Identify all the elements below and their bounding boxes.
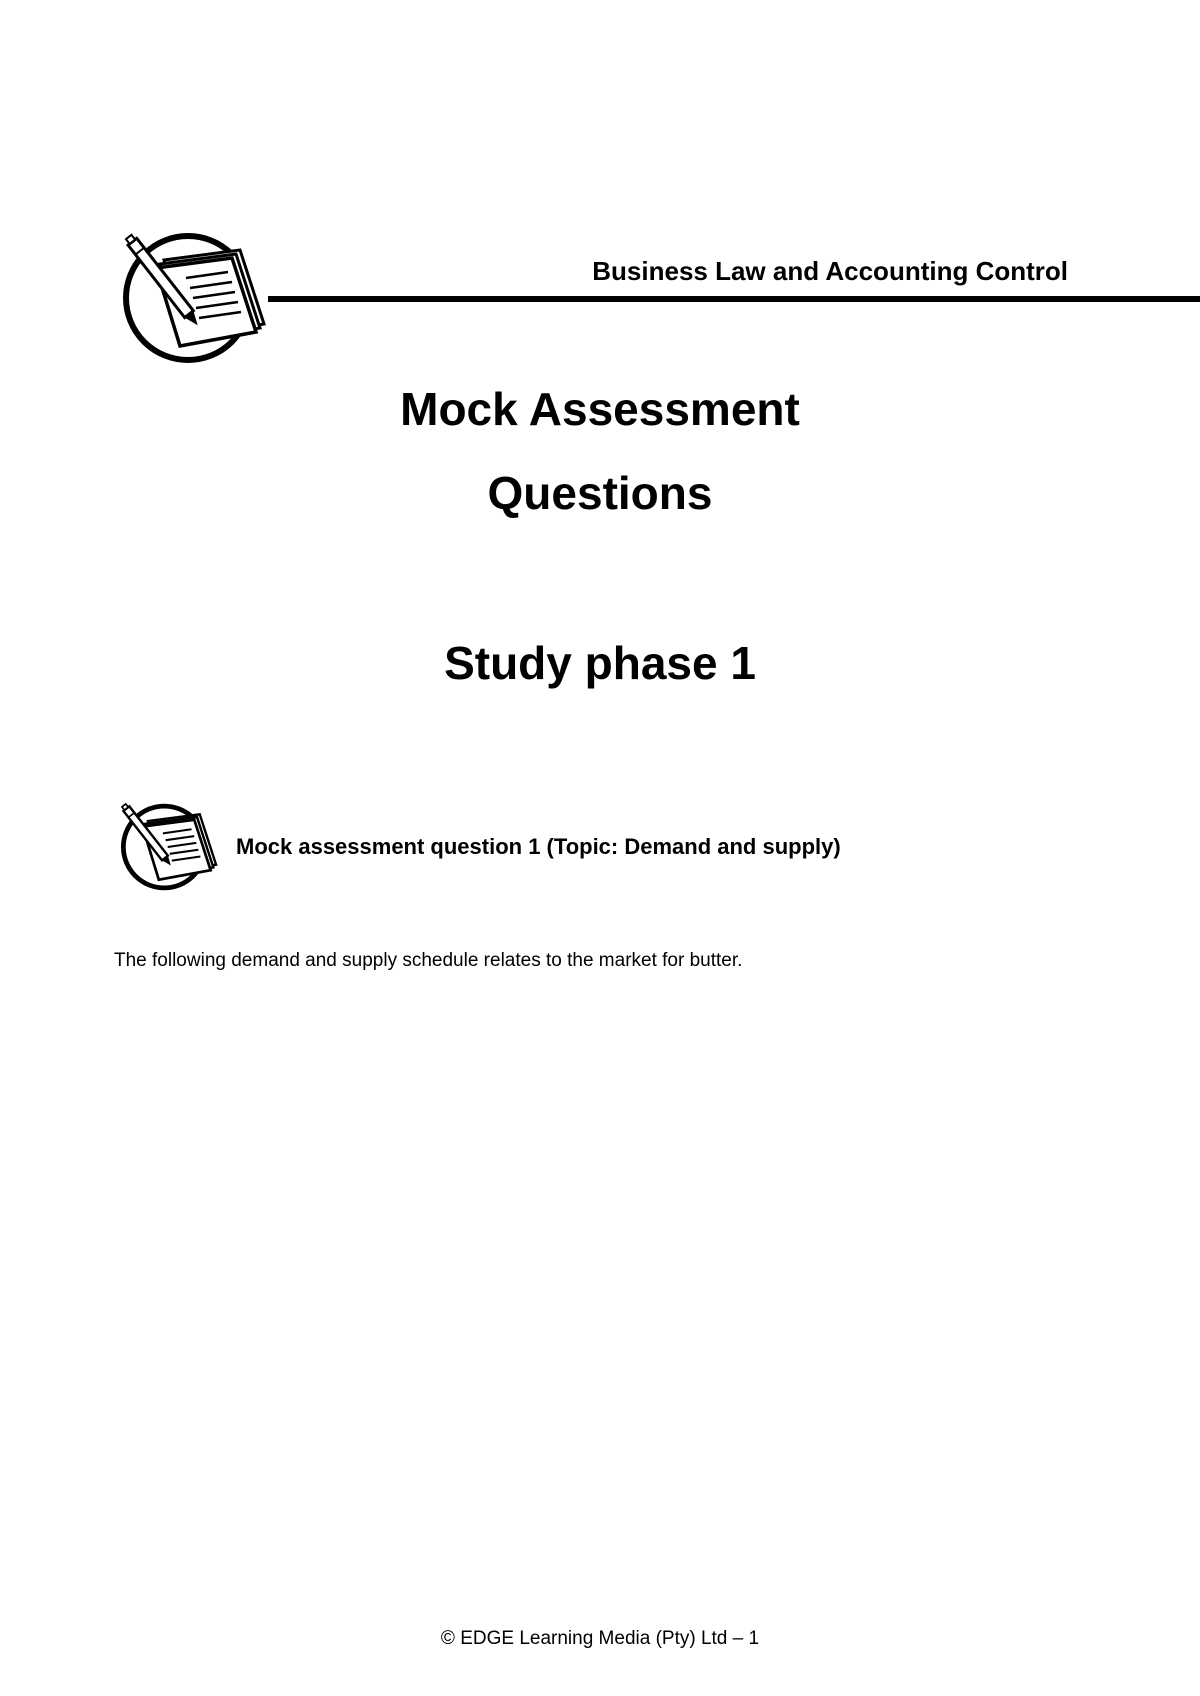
page-subtitle: Questions [487,467,713,519]
page-footer: © EDGE Learning Media (Pty) Ltd – 1 [440,1628,760,1649]
question-intro-text: The following demand and supply schedule relates to the market for butter. [114,950,743,971]
document-header-title: Business Law and Accounting Control [592,256,1068,286]
study-phase-title: Study phase 1 [444,637,756,689]
book-with-pen-icon [112,802,222,892]
page-title: Mock Assessment [400,383,800,435]
question-heading: Mock assessment question 1 (Topic: Demand and supply) [236,834,841,859]
header-divider [268,296,1200,302]
book-with-pen-icon [112,232,272,364]
